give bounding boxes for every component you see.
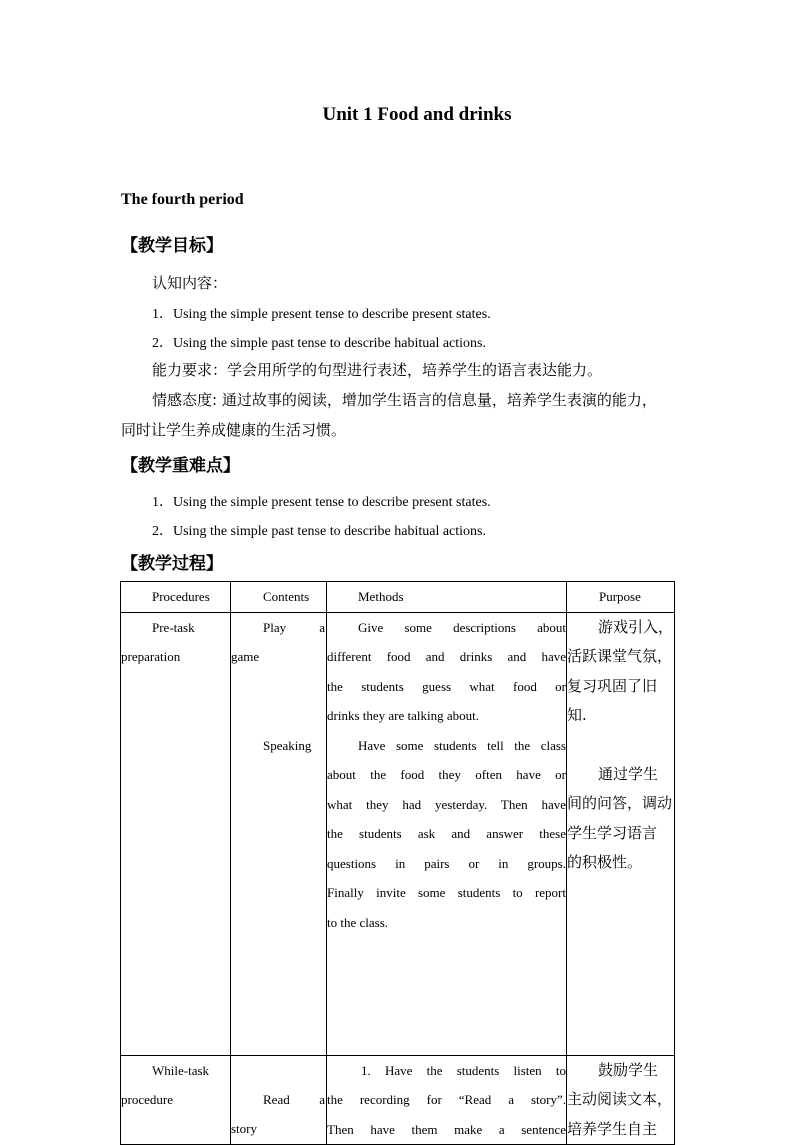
- header-methods: Methods: [327, 582, 567, 613]
- table-row: [121, 612, 675, 1055]
- method-speaking: Have some students tell the class about the food they often have or what they had yesterday. Then have the students ask and answer these questions in pairs or in groups. Finally invite some students to report to the class.: [327, 737, 566, 930]
- objective-item-1: 1．Using the simple present tense to describe present states.: [152, 307, 491, 322]
- objective-item-2: 2．Using the simple past tense to describe habitual actions.: [152, 336, 486, 351]
- cognitive-label: 认知内容：: [152, 274, 228, 292]
- heading-process: 【教学过程】: [121, 554, 223, 574]
- method-game: Give some descriptions about different food and drinks and have the students guess what food or drinks they are talking about.: [327, 619, 566, 723]
- table-row: [121, 1055, 675, 1144]
- methods-cell: [327, 612, 567, 1055]
- contents-cell: Play a game Speaking: [231, 612, 327, 1055]
- emotion-line-1: 情感态度: 通过故事的阅读，增加学生语言的信息量，培养学生表演的能力，: [152, 391, 657, 409]
- header-procedures: Procedures: [121, 582, 231, 613]
- key-point-item-2: 2．Using the simple past tense to describe habitual actions.: [152, 524, 486, 539]
- purpose-cell: 鼓励学生 主动阅读文本， 培养学生自主: [567, 1055, 675, 1144]
- ability-requirement: 能力要求：学会用所学的句型进行表述，培养学生的语言表达能力。: [152, 361, 603, 379]
- methods-cell: [327, 1055, 567, 1144]
- purpose-cell: 游戏引入， 活跃课堂气氛， 复习巩固了旧 知. 通过学生 间的问答，调动 学生学习语言 的积极性。: [567, 612, 675, 1055]
- heading-key-points: 【教学重难点】: [121, 456, 240, 476]
- procedure-cell: Pre-task preparation: [121, 612, 231, 1055]
- heading-objectives: 【教学目标】: [121, 236, 223, 256]
- document-title: Unit 1 Food and drinks: [322, 104, 512, 125]
- procedure-table: [120, 581, 675, 1145]
- table-header-row: [121, 582, 675, 613]
- method-read-story: 1. Have the students listen to the recording for “Read a story”. Then have them make a sentence: [327, 1062, 566, 1137]
- key-point-item-1: 1．Using the simple present tense to describe present states.: [152, 495, 491, 510]
- contents-cell: Read a story: [231, 1055, 327, 1144]
- emotion-line-2: 同时让学生养成健康的生活习惯。: [121, 421, 347, 439]
- header-purpose: Purpose: [567, 582, 675, 613]
- header-contents: Contents: [231, 582, 327, 613]
- period-subtitle: The fourth period: [121, 191, 244, 208]
- procedure-cell: While-task procedure: [121, 1055, 231, 1144]
